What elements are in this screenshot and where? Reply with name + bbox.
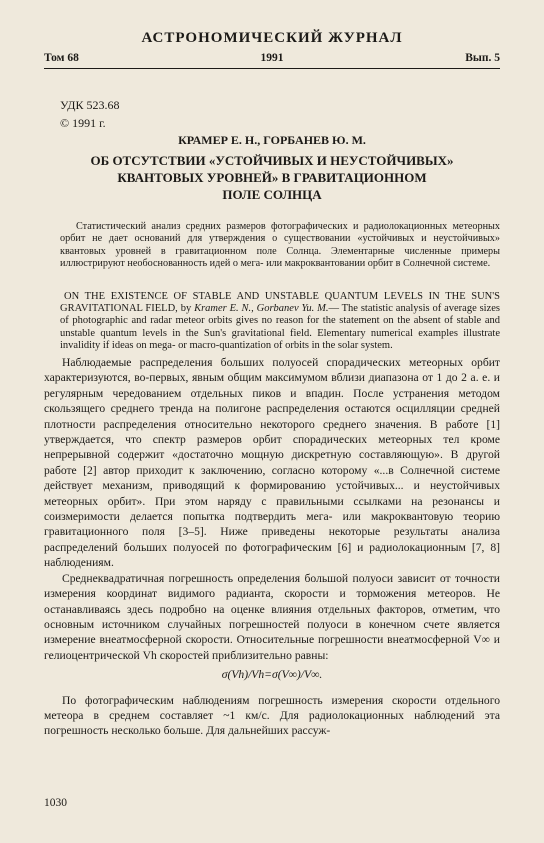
udc-code: УДК 523.68	[60, 98, 120, 112]
body-text	[44, 355, 500, 739]
abstract-en-title: ON THE EXISTENCE OF STABLE AND UNSTABLE QUANTUM LEVELS IN THE SUN'S GRAVITATIONAL FIELD,	[60, 291, 500, 315]
title-line: ОБ ОТСУТСТВИИ «УСТОЙЧИВЫХ И НЕУСТОЙЧИВЫХ»	[90, 153, 454, 168]
copyright: © 1991 г.	[60, 116, 106, 130]
formula: σ(Vh)/Vh=σ(V∞)/V∞.	[221, 668, 323, 682]
issue-label: Вып. 5	[465, 52, 500, 64]
article-title	[60, 152, 484, 203]
paragraph: Среднеквадратичная погрешность определения большой полуоси зависит от точности измерения координат видимого радианта, скорости и торможения метеоров. Не останавливаясь здесь подробно на оценке влияния отдельных факторов, отметим, что основным источником случайных погрешностей полуоси в конечном счете является измерение внеатмосферной скорости. Относительные погрешности внеатмосферной V∞ и гелиоцентрической Vh скоростей приблизительно равны:	[44, 571, 500, 662]
title-line: ПОЛЕ СОЛНЦА	[222, 187, 322, 202]
abstract-en-by: by	[180, 303, 192, 315]
journal-title: АСТРОНОМИЧЕСКИЙ ЖУРНАЛ	[141, 30, 403, 46]
abstract-en-authors: Kramer E. N., Gorbanev Yu. M.	[194, 303, 329, 315]
paragraph: Наблюдаемые распределения больших полуосей спорадических метеорных орбит характеризуются, во-первых, явным общим максимумом вблизи диапазона от 1 до 2 а. е. и регулярным чередованием отдельных пиков и впадин. После устранения методом скользящего среднего тренда на полигоне распределения остаются осцилляции средней плотности распределения относительно некоторого среднего значения. В работе [1] утверждается, что спектр размеров орбит спорадических метеорных тел кроме непрерывной содержит «достаточно мощную дискретную составляющую». В другой работе [2] автор приходит к заключению, согласно которому «...в Солнечной системе действует механизм, приводящий к формированию устойчивых... и неустойчивых метеорных орбит». При этом наряду с правильными ссылками на резонансы и соизмеримости делается попытка подтвердить мега- или макроквантовую теорию гравитационного поля [3–5]. Ниже приведены некоторые результаты анализа распределений больших полуосей по фотографическим [6] и радиолокационным [7, 8] наблюдениям.	[44, 356, 500, 570]
abstract-english	[60, 291, 500, 352]
page-number: 1030	[44, 797, 67, 809]
title-line: КВАНТОВЫХ УРОВНЕЙ» В ГРАВИТАЦИОННОМ	[117, 170, 427, 185]
year-label: 1991	[260, 52, 284, 64]
authors: КРАМЕР Е. Н., ГОРБАНЕВ Ю. М.	[178, 133, 366, 147]
abstract-en-text: — The statistic analysis of average sizes of photographic and radar meteor orbits gives no reason for the statement on the absent of stable and unstable quantum levels in the Sun's gravitational field. Elementary numerical examples illustrate invalidity if ideas on mega- or macro-quantization of orbits in the solar system.	[60, 303, 501, 351]
volume-label: Том 68	[44, 52, 79, 64]
issue-header	[44, 52, 500, 69]
abstract-russian: Статистический анализ средних размеров фотографических и радиолокационных метеорных орбит не дает оснований для утверждения о существовании «устойчивых и неустойчивых» квантовых уровней в гравитационном поле Солнца. Элементарные численные примеры иллюстрируют необоснованность идей о мега- или макроквантовании орбит в Солнечной системе.	[60, 221, 500, 269]
paragraph: По фотографическим наблюдениям погрешность измерения скорости отдельного метеора в среднем составляет ~1 км/с. Для радиолокационных наблюдений эта погрешность несколько больше. Для дальнейших рассуж-	[44, 693, 500, 738]
